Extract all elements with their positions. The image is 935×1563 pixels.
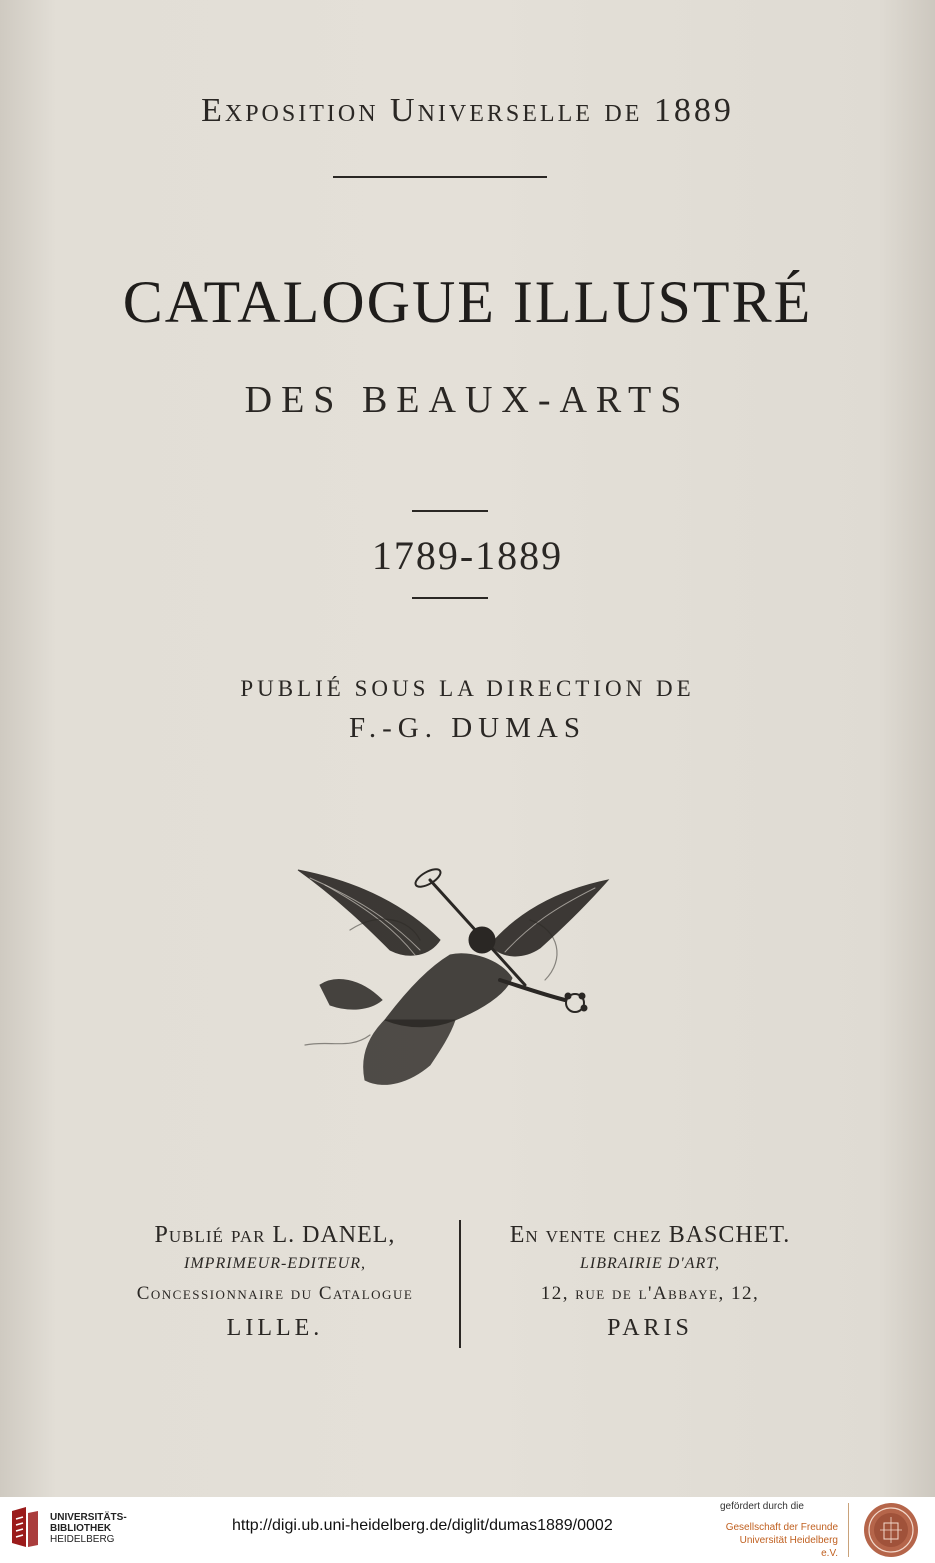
publisher-line: Publié par L. DANEL, [154,1222,396,1248]
seller-line: En vente chez BASCHET. [509,1222,791,1248]
sponsor-line-2: Universität Heidelberg e.V. [739,1535,838,1559]
digitization-footer [0,1497,935,1563]
catalogue-title: CATALOGUE ILLUSTRÉ [122,269,813,335]
university-seal-icon [862,1501,920,1559]
direction-label: PUBLIÉ SOUS LA DIRECTION DE [240,676,695,701]
years-range: 1789-1889 [371,533,564,578]
seller-address: 12, rue de l'Abbaye, 12, [540,1283,760,1304]
library-line-1: UNIVERSITÄTS- [50,1512,127,1523]
imprint-publisher [95,1222,455,1342]
publisher-city: LILLE. [226,1315,324,1341]
sponsor-heading: gefördert durch die [720,1501,804,1512]
angel-vignette-icon [290,860,620,1100]
editor-name: F.-G. DUMAS [349,712,586,744]
sponsor-name [720,1521,838,1560]
exposition-heading: Exposition Universelle de 1889 [201,92,734,129]
permalink-url[interactable]: http://digi.ub.uni-heidelberg.de/diglit/dumas1889/0002 [232,1517,613,1534]
seller-shop: LIBRAIRIE D'ART, [580,1255,720,1272]
imprint-seller [470,1222,830,1342]
library-line-3: HEIDELBERG [50,1534,115,1545]
library-line-2: BIBLIOTHEK [50,1523,112,1534]
top-rule [333,176,547,178]
imprint-divider [459,1220,461,1348]
publisher-role: IMPRIMEUR-EDITEUR, [184,1255,366,1272]
seller-city: PARIS [607,1315,693,1341]
years-rule-top [412,510,488,512]
sponsor-line-1: Gesellschaft der Freunde [725,1522,838,1533]
catalogue-subtitle: DES BEAUX-ARTS [244,379,691,421]
library-name [50,1512,127,1545]
years-rule-bottom [412,597,488,599]
publisher-concession: Concessionnaire du Catalogue [136,1283,414,1304]
footer-separator [848,1503,849,1557]
ub-heidelberg-logo-icon [8,1505,42,1551]
